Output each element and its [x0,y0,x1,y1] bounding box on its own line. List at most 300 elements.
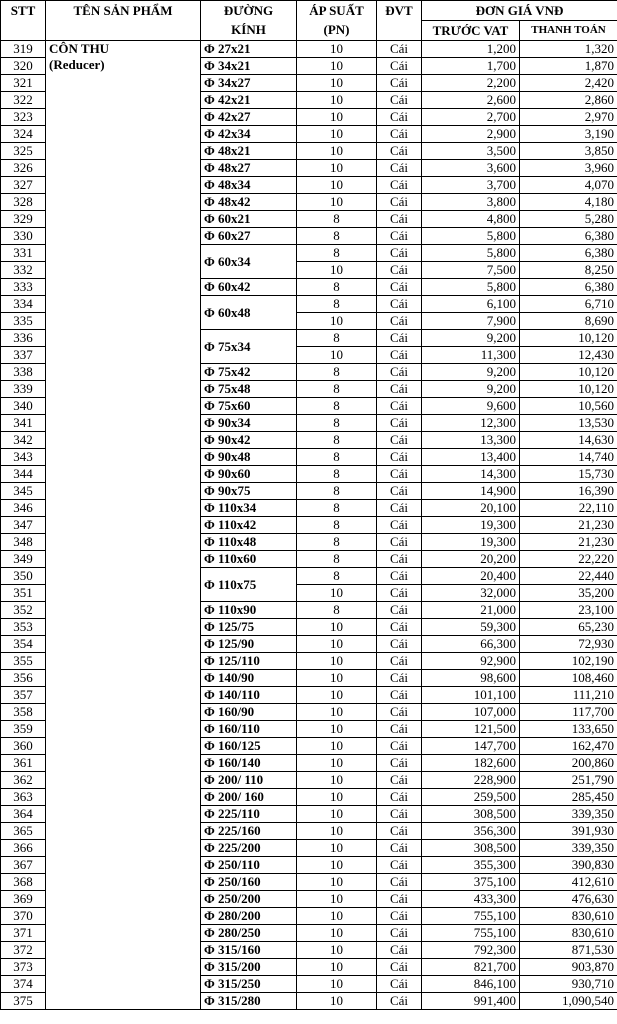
row-price-payment: 12,430 [520,347,617,364]
row-unit: Cái [377,942,422,959]
row-stt: 328 [1,194,46,211]
row-price-payment: 1,320 [520,41,617,58]
row-pressure: 10 [297,908,377,925]
row-price-payment: 111,210 [520,687,617,704]
row-price-payment: 4,180 [520,194,617,211]
row-stt: 356 [1,670,46,687]
row-diameter: Φ 90x48 [201,449,297,466]
row-price-payment: 16,390 [520,483,617,500]
row-diameter: Φ 250/110 [201,857,297,874]
row-unit: Cái [377,500,422,517]
row-price-payment: 8,250 [520,262,617,279]
row-unit: Cái [377,347,422,364]
row-unit: Cái [377,398,422,415]
row-pressure: 10 [297,857,377,874]
table-body [1,41,617,1010]
row-price-before-vat: 101,100 [422,687,520,704]
row-stt: 357 [1,687,46,704]
row-price-before-vat: 3,600 [422,160,520,177]
row-pressure: 10 [297,347,377,364]
row-unit: Cái [377,75,422,92]
header-diameter [201,1,297,41]
row-diameter: Φ 200/ 160 [201,789,297,806]
row-unit: Cái [377,449,422,466]
row-unit: Cái [377,840,422,857]
row-price-before-vat: 19,300 [422,534,520,551]
row-price-payment: 6,380 [520,228,617,245]
row-price-payment: 10,120 [520,364,617,381]
row-diameter: Φ 90x75 [201,483,297,500]
row-unit: Cái [377,704,422,721]
row-unit: Cái [377,806,422,823]
row-unit: Cái [377,483,422,500]
row-unit: Cái [377,738,422,755]
product-subtitle: (Reducer) [49,57,105,72]
row-stt: 358 [1,704,46,721]
row-unit: Cái [377,211,422,228]
row-price-before-vat: 2,600 [422,92,520,109]
row-price-payment: 13,530 [520,415,617,432]
row-price-before-vat: 7,500 [422,262,520,279]
row-unit: Cái [377,602,422,619]
row-pressure: 8 [297,449,377,466]
row-unit: Cái [377,177,422,194]
row-diameter: Φ 110x48 [201,534,297,551]
row-diameter: Φ 225/160 [201,823,297,840]
header-diameter-line2: KÍNH [231,22,266,37]
row-pressure: 10 [297,177,377,194]
row-price-payment: 6,380 [520,245,617,262]
row-stt: 327 [1,177,46,194]
row-pressure: 10 [297,619,377,636]
row-stt: 372 [1,942,46,959]
row-stt: 334 [1,296,46,313]
row-stt: 348 [1,534,46,551]
row-price-payment: 23,100 [520,602,617,619]
row-price-payment: 21,230 [520,534,617,551]
row-diameter: Φ 315/200 [201,959,297,976]
row-pressure: 8 [297,551,377,568]
row-pressure: 10 [297,806,377,823]
row-price-payment: 133,650 [520,721,617,738]
row-price-before-vat: 9,200 [422,364,520,381]
row-unit: Cái [377,228,422,245]
row-unit: Cái [377,126,422,143]
row-price-payment: 930,710 [520,976,617,993]
row-price-payment: 830,610 [520,925,617,942]
row-unit: Cái [377,466,422,483]
row-diameter: Φ 34x27 [201,75,297,92]
row-diameter: Φ 75x42 [201,364,297,381]
row-pressure: 8 [297,228,377,245]
row-pressure: 10 [297,92,377,109]
row-diameter: Φ 315/250 [201,976,297,993]
row-stt: 339 [1,381,46,398]
row-diameter: Φ 110x60 [201,551,297,568]
row-unit: Cái [377,279,422,296]
row-diameter: Φ 110x90 [201,602,297,619]
row-stt: 342 [1,432,46,449]
row-unit: Cái [377,653,422,670]
row-price-payment: 830,610 [520,908,617,925]
row-price-payment: 8,690 [520,313,617,330]
row-price-payment: 391,930 [520,823,617,840]
row-price-before-vat: 3,700 [422,177,520,194]
row-stt: 330 [1,228,46,245]
row-pressure: 8 [297,245,377,262]
row-stt: 326 [1,160,46,177]
row-stt: 373 [1,959,46,976]
row-price-before-vat: 755,100 [422,908,520,925]
row-price-before-vat: 1,700 [422,58,520,75]
row-stt: 369 [1,891,46,908]
row-price-before-vat: 19,300 [422,517,520,534]
row-price-before-vat: 13,400 [422,449,520,466]
row-pressure: 10 [297,41,377,58]
row-diameter: Φ 200/ 110 [201,772,297,789]
row-price-before-vat: 147,700 [422,738,520,755]
row-stt: 375 [1,993,46,1010]
row-price-before-vat: 846,100 [422,976,520,993]
row-pressure: 8 [297,500,377,517]
row-price-payment: 285,450 [520,789,617,806]
row-price-payment: 21,230 [520,517,617,534]
row-diameter: Φ 225/200 [201,840,297,857]
row-diameter: Φ 125/110 [201,653,297,670]
row-stt: 344 [1,466,46,483]
row-price-before-vat: 9,200 [422,330,520,347]
row-pressure: 8 [297,398,377,415]
row-unit: Cái [377,959,422,976]
row-price-before-vat: 755,100 [422,925,520,942]
row-unit: Cái [377,160,422,177]
row-price-before-vat: 356,300 [422,823,520,840]
row-stt: 345 [1,483,46,500]
row-pressure: 10 [297,772,377,789]
row-unit: Cái [377,891,422,908]
row-stt: 354 [1,636,46,653]
row-stt: 346 [1,500,46,517]
row-stt: 362 [1,772,46,789]
row-price-before-vat: 66,300 [422,636,520,653]
row-diameter: Φ 48x42 [201,194,297,211]
row-unit: Cái [377,568,422,585]
row-price-before-vat: 4,800 [422,211,520,228]
row-unit: Cái [377,976,422,993]
row-price-before-vat: 9,600 [422,398,520,415]
row-stt: 320 [1,58,46,75]
row-price-payment: 339,350 [520,806,617,823]
row-stt: 366 [1,840,46,857]
header-payment: THANH TOÁN [520,21,617,41]
row-unit: Cái [377,721,422,738]
header-product: TÊN SẢN PHẨM [46,1,201,41]
row-pressure: 10 [297,143,377,160]
row-price-payment: 22,220 [520,551,617,568]
row-stt: 336 [1,330,46,347]
row-price-payment: 15,730 [520,466,617,483]
row-pressure: 10 [297,262,377,279]
row-pressure: 10 [297,58,377,75]
row-pressure: 10 [297,126,377,143]
row-pressure: 8 [297,517,377,534]
row-stt: 359 [1,721,46,738]
row-unit: Cái [377,364,422,381]
row-pressure: 10 [297,976,377,993]
row-stt: 325 [1,143,46,160]
row-unit: Cái [377,874,422,891]
row-unit: Cái [377,296,422,313]
row-pressure: 8 [297,466,377,483]
row-stt: 361 [1,755,46,772]
row-unit: Cái [377,755,422,772]
row-price-before-vat: 12,300 [422,415,520,432]
row-price-payment: 871,530 [520,942,617,959]
row-price-payment: 1,870 [520,58,617,75]
row-price-before-vat: 6,100 [422,296,520,313]
row-price-payment: 390,830 [520,857,617,874]
row-unit: Cái [377,245,422,262]
row-price-payment: 476,630 [520,891,617,908]
row-stt: 338 [1,364,46,381]
row-pressure: 10 [297,738,377,755]
row-price-payment: 65,230 [520,619,617,636]
row-diameter: Φ 225/110 [201,806,297,823]
product-name-cell [46,41,201,1010]
row-price-before-vat: 1,200 [422,41,520,58]
header-pressure-line1: ÁP SUẤT [309,3,364,18]
row-price-payment: 251,790 [520,772,617,789]
row-price-before-vat: 5,800 [422,228,520,245]
row-diameter: Φ 42x34 [201,126,297,143]
row-stt: 360 [1,738,46,755]
row-price-payment: 14,630 [520,432,617,449]
row-diameter: Φ 250/200 [201,891,297,908]
row-pressure: 10 [297,823,377,840]
row-stt: 367 [1,857,46,874]
row-price-before-vat: 991,400 [422,993,520,1010]
row-stt: 347 [1,517,46,534]
row-stt: 332 [1,262,46,279]
header-unit: ĐVT [377,1,422,41]
row-unit: Cái [377,687,422,704]
row-price-payment: 10,560 [520,398,617,415]
row-pressure: 10 [297,687,377,704]
header-diameter-line1: ĐƯỜNG [223,3,274,18]
row-diameter: Φ 160/140 [201,755,297,772]
header-pressure-line2: (PN) [323,22,350,37]
table-header [1,1,617,41]
table-row [1,41,617,58]
row-stt: 353 [1,619,46,636]
row-price-payment: 339,350 [520,840,617,857]
row-pressure: 10 [297,840,377,857]
row-pressure: 10 [297,194,377,211]
row-price-payment: 2,420 [520,75,617,92]
row-diameter: Φ 90x42 [201,432,297,449]
row-price-before-vat: 3,500 [422,143,520,160]
row-stt: 363 [1,789,46,806]
row-pressure: 8 [297,602,377,619]
row-price-before-vat: 5,800 [422,245,520,262]
row-price-payment: 35,200 [520,585,617,602]
row-stt: 322 [1,92,46,109]
row-pressure: 10 [297,585,377,602]
row-pressure: 8 [297,364,377,381]
row-pressure: 10 [297,755,377,772]
row-unit: Cái [377,670,422,687]
row-stt: 374 [1,976,46,993]
row-pressure: 8 [297,381,377,398]
row-price-before-vat: 20,100 [422,500,520,517]
row-unit: Cái [377,993,422,1010]
row-diameter: Φ 140/110 [201,687,297,704]
row-price-payment: 22,440 [520,568,617,585]
row-pressure: 10 [297,670,377,687]
row-price-payment: 4,070 [520,177,617,194]
row-price-payment: 6,710 [520,296,617,313]
row-pressure: 8 [297,568,377,585]
row-price-payment: 200,860 [520,755,617,772]
row-unit: Cái [377,415,422,432]
row-pressure: 8 [297,296,377,313]
row-price-before-vat: 259,500 [422,789,520,806]
row-price-before-vat: 14,300 [422,466,520,483]
row-price-payment: 6,380 [520,279,617,296]
row-price-before-vat: 59,300 [422,619,520,636]
row-diameter: Φ 140/90 [201,670,297,687]
row-diameter: Φ 42x27 [201,109,297,126]
row-unit: Cái [377,857,422,874]
row-diameter: Φ 90x60 [201,466,297,483]
row-pressure: 10 [297,789,377,806]
row-price-before-vat: 13,300 [422,432,520,449]
row-diameter: Φ 315/280 [201,993,297,1010]
row-unit: Cái [377,92,422,109]
row-stt: 371 [1,925,46,942]
row-unit: Cái [377,330,422,347]
row-pressure: 10 [297,704,377,721]
header-stt: STT [1,1,46,41]
row-unit: Cái [377,772,422,789]
row-price-before-vat: 107,000 [422,704,520,721]
row-stt: 321 [1,75,46,92]
row-unit: Cái [377,381,422,398]
row-price-payment: 1,090,540 [520,993,617,1010]
header-pressure [297,1,377,41]
row-diameter: Φ 60x27 [201,228,297,245]
row-diameter: Φ 60x42 [201,279,297,296]
row-stt: 351 [1,585,46,602]
row-stt: 364 [1,806,46,823]
row-price-payment: 2,860 [520,92,617,109]
row-price-before-vat: 9,200 [422,381,520,398]
row-pressure: 10 [297,721,377,738]
row-price-before-vat: 375,100 [422,874,520,891]
row-diameter: Φ 110x34 [201,500,297,517]
row-price-before-vat: 792,300 [422,942,520,959]
row-pressure: 10 [297,313,377,330]
row-pressure: 10 [297,75,377,92]
row-price-before-vat: 2,900 [422,126,520,143]
row-price-before-vat: 121,500 [422,721,520,738]
row-stt: 335 [1,313,46,330]
row-unit: Cái [377,517,422,534]
row-diameter: Φ 34x21 [201,58,297,75]
row-price-payment: 412,610 [520,874,617,891]
row-price-payment: 22,110 [520,500,617,517]
row-unit: Cái [377,908,422,925]
row-price-before-vat: 182,600 [422,755,520,772]
row-price-before-vat: 308,500 [422,840,520,857]
row-unit: Cái [377,262,422,279]
row-price-payment: 102,190 [520,653,617,670]
row-diameter: Φ 60x34 [201,245,297,279]
row-price-payment: 162,470 [520,738,617,755]
row-price-payment: 10,120 [520,330,617,347]
row-price-before-vat: 3,800 [422,194,520,211]
row-price-before-vat: 308,500 [422,806,520,823]
row-price-payment: 108,460 [520,670,617,687]
row-diameter: Φ 110x75 [201,568,297,602]
row-unit: Cái [377,313,422,330]
row-unit: Cái [377,585,422,602]
row-price-before-vat: 7,900 [422,313,520,330]
row-stt: 370 [1,908,46,925]
row-unit: Cái [377,194,422,211]
row-stt: 343 [1,449,46,466]
row-pressure: 8 [297,279,377,296]
row-stt: 341 [1,415,46,432]
row-pressure: 10 [297,891,377,908]
row-price-before-vat: 20,400 [422,568,520,585]
row-price-payment: 14,740 [520,449,617,466]
row-unit: Cái [377,619,422,636]
row-pressure: 10 [297,636,377,653]
row-diameter: Φ 160/125 [201,738,297,755]
row-pressure: 10 [297,160,377,177]
header-price-group: ĐƠN GIÁ VNĐ [422,1,617,21]
row-diameter: Φ 280/250 [201,925,297,942]
row-unit: Cái [377,432,422,449]
row-unit: Cái [377,823,422,840]
row-price-payment: 3,190 [520,126,617,143]
header-before-vat: TRƯỚC VAT [422,21,520,41]
row-stt: 368 [1,874,46,891]
row-price-before-vat: 11,300 [422,347,520,364]
row-price-payment: 72,930 [520,636,617,653]
row-diameter: Φ 250/160 [201,874,297,891]
row-price-before-vat: 92,900 [422,653,520,670]
row-price-before-vat: 5,800 [422,279,520,296]
row-price-payment: 2,970 [520,109,617,126]
row-pressure: 10 [297,874,377,891]
row-pressure: 10 [297,925,377,942]
row-unit: Cái [377,925,422,942]
row-unit: Cái [377,551,422,568]
row-stt: 333 [1,279,46,296]
row-stt: 329 [1,211,46,228]
row-price-before-vat: 2,200 [422,75,520,92]
row-price-payment: 3,960 [520,160,617,177]
row-diameter: Φ 110x42 [201,517,297,534]
row-unit: Cái [377,109,422,126]
row-pressure: 10 [297,993,377,1010]
row-diameter: Φ 125/75 [201,619,297,636]
row-price-before-vat: 355,300 [422,857,520,874]
row-unit: Cái [377,636,422,653]
row-stt: 350 [1,568,46,585]
